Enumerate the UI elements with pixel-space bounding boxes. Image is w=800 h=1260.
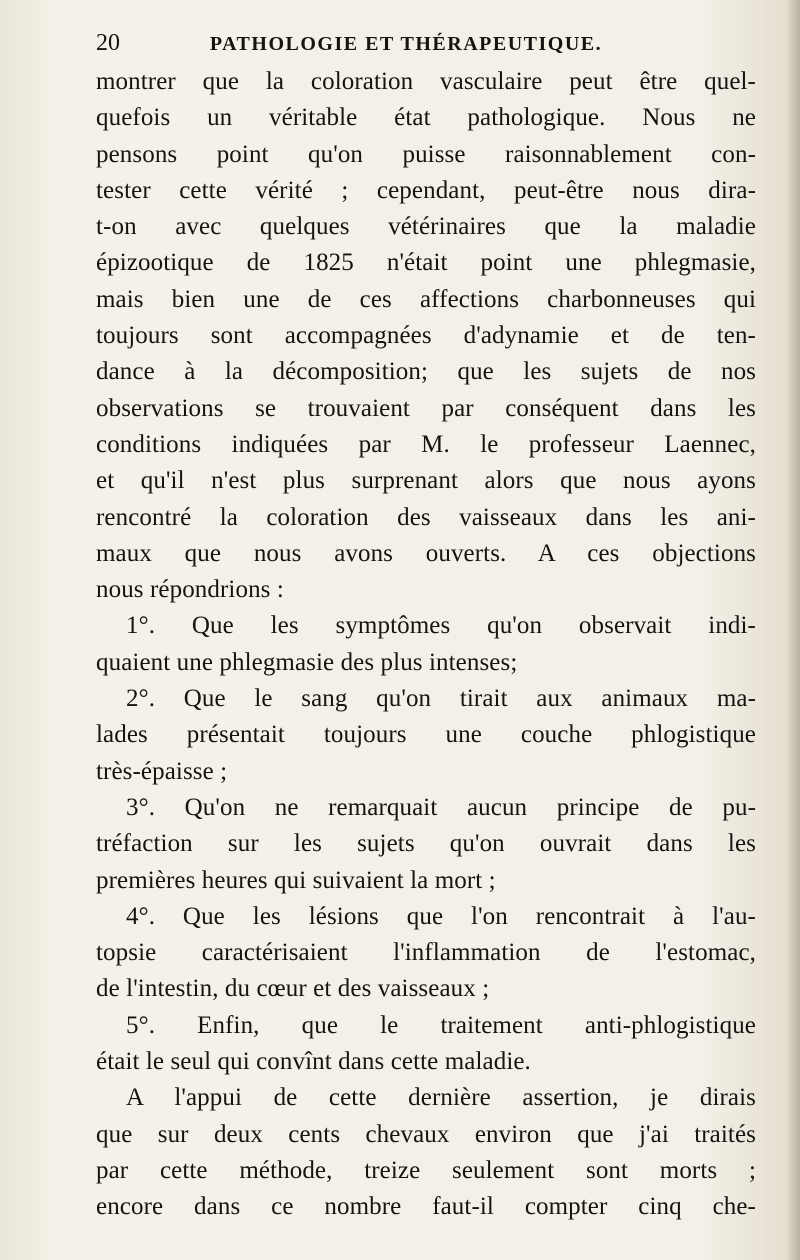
text-line: observations se trouvaient par conséquent dans les bbox=[96, 394, 756, 422]
text-line: par cette méthode, treize seulement sont morts ; bbox=[96, 1156, 756, 1184]
text-line: tester cette vérité ; cependant, peut-être nous dira- bbox=[96, 176, 756, 204]
page-header bbox=[96, 26, 756, 62]
text-line: que sur deux cents chevaux environ que j'ai traités bbox=[96, 1120, 756, 1148]
list-item-line: 1°. Que les symptômes qu'on observait indi- bbox=[126, 612, 756, 640]
list-item-line: 4°. Que les lésions que l'on rencontrait à l'au- bbox=[126, 902, 756, 930]
paragraph-start-line: A l'appui de cette dernière assertion, je dirais bbox=[126, 1084, 756, 1112]
page-number: 20 bbox=[96, 30, 120, 56]
text-line: était le seul qui convînt dans cette maladie. bbox=[96, 1048, 531, 1076]
running-head: PATHOLOGIE ET THÉRAPEUTIQUE. bbox=[209, 33, 603, 55]
list-item-line: 5°. Enfin, que le traitement anti-phlogistique bbox=[126, 1011, 756, 1039]
text-line: très-épaisse ; bbox=[96, 757, 228, 785]
text-line: quaient une phlegmasie des plus intenses; bbox=[96, 648, 518, 676]
text-line: de l'intestin, du cœur et des vaisseaux ; bbox=[96, 975, 490, 1003]
page-edge-shadow bbox=[786, 0, 800, 1260]
text-line: pensons point qu'on puisse raisonnablement con- bbox=[96, 140, 756, 168]
text-line: topsie caractérisaient l'inflammation de l'estomac, bbox=[96, 939, 756, 967]
text-line: t-on avec quelques vétérinaires que la maladie bbox=[96, 213, 756, 241]
text-line: rencontré la coloration des vaisseaux dans les ani- bbox=[96, 503, 756, 531]
text-line: mais bien une de ces affections charbonneuses qui bbox=[96, 285, 756, 313]
text-line: premières heures qui suivaient la mort ; bbox=[96, 866, 496, 894]
text-line: conditions indiquées par M. le professeur Laennec, bbox=[96, 430, 756, 458]
text-line: dance à la décomposition; que les sujets de nos bbox=[96, 358, 756, 386]
text-line: maux que nous avons ouverts. A ces objections bbox=[96, 539, 756, 567]
text-line: et qu'il n'est plus surprenant alors que nous ayons bbox=[96, 467, 756, 495]
text-line: quefois un véritable état pathologique. Nous ne bbox=[96, 104, 756, 132]
text-line: encore dans ce nombre faut-il compter cinq che- bbox=[96, 1193, 756, 1221]
text-line: nous répondrions : bbox=[96, 576, 284, 604]
list-item-line: 3°. Qu'on ne remarquait aucun principe de pu- bbox=[126, 793, 756, 821]
text-line: lades présentait toujours une couche phlogistique bbox=[96, 721, 756, 749]
text-line: épizootique de 1825 n'était point une phlegmasie, bbox=[96, 249, 756, 277]
list-item-line: 2°. Que le sang qu'on tirait aux animaux ma- bbox=[126, 685, 756, 713]
body-text bbox=[96, 64, 756, 1226]
text-line: toujours sont accompagnées d'adynamie et de ten- bbox=[96, 322, 756, 350]
text-line: montrer que la coloration vasculaire peut être quel- bbox=[96, 68, 756, 95]
text-line: tréfaction sur les sujets qu'on ouvrait dans les bbox=[96, 830, 756, 858]
